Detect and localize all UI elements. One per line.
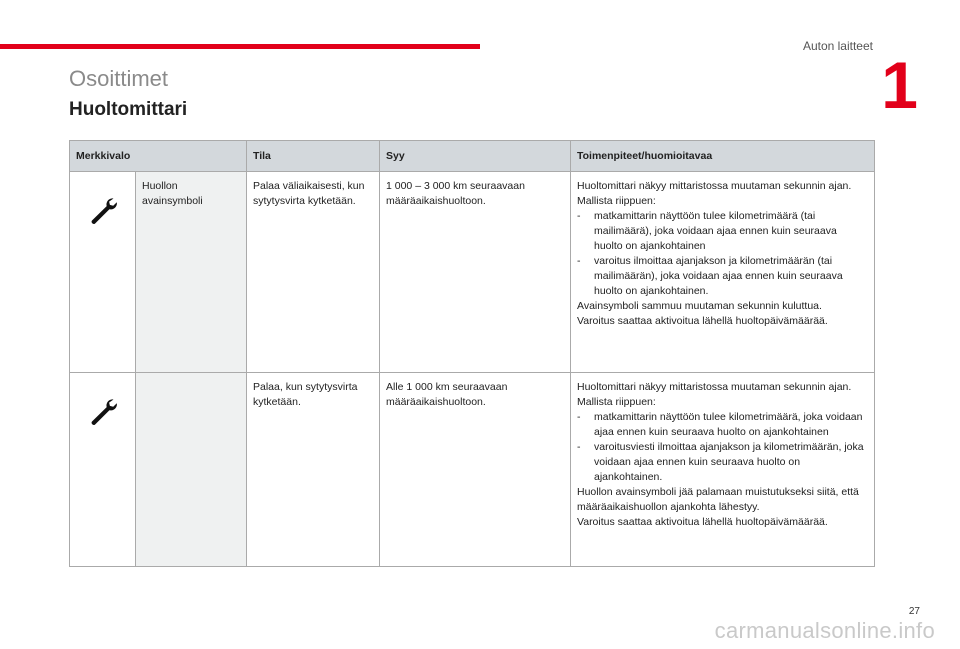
state-text: Palaa väliaikaisesti, kun sytytysvirta kytketään. bbox=[247, 172, 380, 373]
page-number: 27 bbox=[908, 606, 920, 617]
cause-text: 1 000 – 3 000 km seuraavaan määräaikaishuoltoon. bbox=[380, 172, 571, 373]
action-text bbox=[571, 172, 875, 373]
header-accent-bar bbox=[0, 44, 480, 49]
indicator-name bbox=[136, 373, 247, 567]
action-outro: Varoitus saattaa aktivoitua lähellä huoltopäivämäärää. bbox=[577, 315, 828, 327]
header-toimenpiteet: Toimenpiteet/huomioitavaa bbox=[571, 141, 875, 172]
table-row bbox=[70, 172, 875, 373]
page-title: Huoltomittari bbox=[69, 99, 188, 120]
service-indicator-table bbox=[69, 140, 875, 567]
action-outro: Varoitus saattaa aktivoitua lähellä huoltopäivämäärää. bbox=[577, 516, 828, 528]
chapter-number: 1 bbox=[881, 48, 918, 122]
action-intro: Huoltomittari näkyy mittaristossa muutaman sekunnin ajan. Mallista riippuen: bbox=[577, 381, 852, 408]
list-item: - matkamittarin näyttöön tulee kilometrimäärä, joka voidaan ajaa ennen kuin seuraava huolto on ajankohtainen bbox=[577, 411, 863, 438]
header-syy: Syy bbox=[380, 141, 571, 172]
wrench-icon bbox=[88, 398, 118, 428]
wrench-icon bbox=[88, 197, 118, 227]
indicator-name: Huollon avainsymboli bbox=[136, 172, 247, 373]
header-merkkivalo: Merkkivalo bbox=[70, 141, 247, 172]
table-row bbox=[70, 373, 875, 567]
cause-text: Alle 1 000 km seuraavaan määräaikaishuoltoon. bbox=[380, 373, 571, 567]
header-tila: Tila bbox=[247, 141, 380, 172]
indicator-icon-cell bbox=[70, 172, 136, 373]
list-item: - varoitus ilmoittaa ajanjakson ja kilometrimäärän (tai mailimäärän), joka voidaan ajaa ennen kuin seuraava huolto on ajankohtainen. bbox=[577, 255, 843, 297]
action-outro: Huollon avainsymboli jää palamaan muistutukseksi siitä, että määräaikaishuollon ajankohta lähestyy. bbox=[577, 486, 859, 513]
section-title: Osoittimet bbox=[69, 66, 169, 91]
action-outro: Avainsymboli sammuu muutaman sekunnin kuluttua. bbox=[577, 300, 822, 312]
action-text bbox=[571, 373, 875, 567]
chapter-label: Auton laitteet bbox=[802, 39, 873, 53]
table-header-row bbox=[70, 141, 875, 172]
state-text: Palaa, kun sytytysvirta kytketään. bbox=[247, 373, 380, 567]
list-item: - matkamittarin näyttöön tulee kilometrimäärä (tai mailimäärä), joka voidaan ajaa ennen kuin seuraava huolto on ajankohtainen bbox=[577, 210, 837, 252]
list-item: - varoitusviesti ilmoittaa ajanjakson ja kilometrimäärän, joka voidaan ajaa ennen kuin seuraava huolto on ajankohtainen. bbox=[577, 441, 864, 483]
indicator-icon-cell bbox=[70, 373, 136, 567]
watermark: carmanualsonline.info bbox=[714, 618, 935, 643]
action-intro: Huoltomittari näkyy mittaristossa muutaman sekunnin ajan. Mallista riippuen: bbox=[577, 180, 852, 207]
